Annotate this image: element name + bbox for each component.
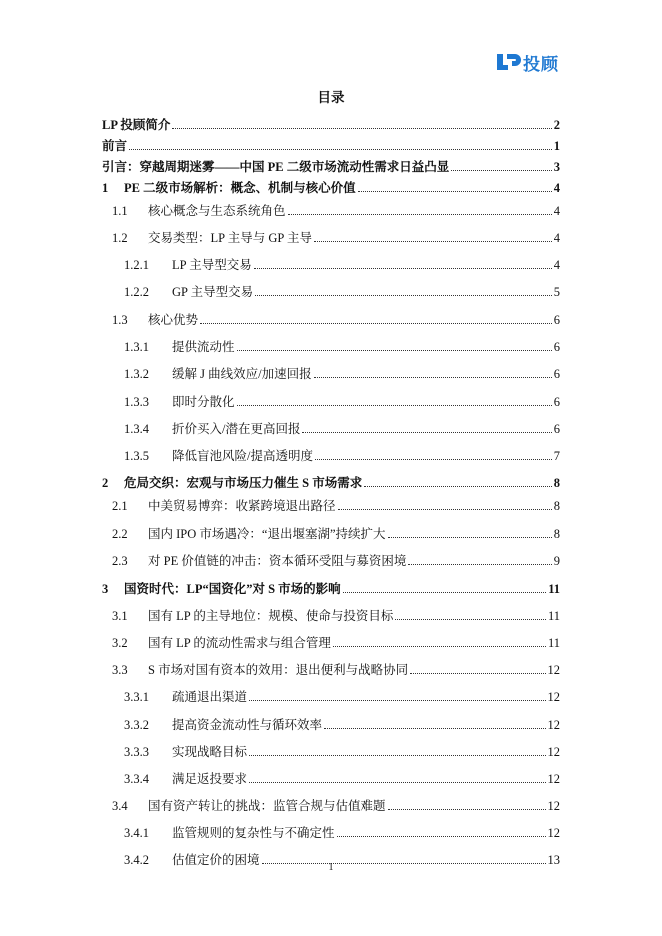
toc-entry-page: 1 bbox=[553, 139, 560, 153]
toc-entry-page: 6 bbox=[553, 313, 560, 327]
toc-entry[interactable] bbox=[102, 361, 560, 381]
toc-leader-dots bbox=[388, 536, 552, 538]
toc-leader-dots bbox=[172, 127, 551, 129]
toc-entry-number: 3.3.4 bbox=[124, 772, 149, 786]
toc-entry-label: 国有资产转让的挑战：监管合规与估值难题 bbox=[148, 799, 386, 813]
toc-entry-page: 8 bbox=[553, 476, 560, 490]
toc-entry[interactable] bbox=[102, 112, 560, 132]
toc-entry-page: 6 bbox=[553, 422, 560, 436]
toc-entry[interactable] bbox=[102, 548, 560, 568]
toc-entry[interactable] bbox=[102, 793, 560, 813]
toc-entry-number: 1.1 bbox=[112, 204, 128, 218]
toc-leader-dots bbox=[129, 148, 552, 150]
toc-entry-number: 1.3.1 bbox=[124, 340, 149, 354]
toc-entry-label: LP 主导型交易 bbox=[172, 258, 252, 272]
toc-leader-dots bbox=[315, 458, 552, 460]
toc-entry-label: 国有 LP 的流动性需求与组合管理 bbox=[148, 636, 331, 650]
toc-leader-dots bbox=[314, 240, 552, 242]
toc-entry-number: 1 bbox=[102, 181, 109, 195]
toc-entry-label: 交易类型：LP 主导与 GP 主导 bbox=[148, 231, 313, 245]
toc-entry[interactable] bbox=[102, 603, 560, 623]
toc-entry-label: 核心概念与生态系统角色 bbox=[148, 204, 286, 218]
toc-entry[interactable] bbox=[102, 279, 560, 299]
toc-entry-page: 11 bbox=[547, 636, 560, 650]
toc-entry-number: 3.4.2 bbox=[124, 853, 149, 867]
toc-entry-label: 提高资金流动性与循环效率 bbox=[172, 718, 323, 732]
toc-entry-number: 2.2 bbox=[112, 527, 128, 541]
toc-entry-number: 3.3.2 bbox=[124, 718, 149, 732]
toc-entry[interactable] bbox=[102, 334, 560, 354]
toc-entry[interactable] bbox=[102, 657, 560, 677]
toc-entry-page: 12 bbox=[547, 772, 560, 786]
toc-entry-label: 前言 bbox=[102, 139, 128, 153]
toc-entry-label: PE 二级市场解析：概念、机制与核心价值 bbox=[124, 181, 356, 195]
toc-leader-dots bbox=[249, 699, 545, 701]
toc-entry-label: 实现战略目标 bbox=[172, 745, 248, 759]
toc-entry[interactable] bbox=[102, 133, 560, 153]
toc-leader-dots bbox=[200, 322, 552, 324]
toc-entry-page: 8 bbox=[553, 499, 560, 513]
toc-entry-page: 11 bbox=[548, 582, 560, 596]
toc-leader-dots bbox=[451, 169, 552, 171]
toc-entry-number: 2.1 bbox=[112, 499, 128, 513]
logo-text: 投顾 bbox=[523, 54, 559, 75]
toc-entry-number: 3 bbox=[102, 582, 109, 596]
toc-leader-dots bbox=[408, 563, 551, 565]
toc-entry-number: 1.3.5 bbox=[124, 449, 149, 463]
toc-leader-dots bbox=[255, 294, 552, 296]
toc-entry-label: LP 投顾简介 bbox=[102, 118, 171, 132]
toc-entry-number: 1.3.4 bbox=[124, 422, 149, 436]
toc-entry[interactable] bbox=[102, 712, 560, 732]
toc-entry-page: 12 bbox=[547, 745, 560, 759]
toc-entry[interactable] bbox=[102, 521, 560, 541]
toc-entry-number: 1.3.3 bbox=[124, 395, 149, 409]
toc-entry-page: 9 bbox=[553, 554, 560, 568]
page-number: 1 bbox=[328, 862, 334, 873]
toc-leader-dots bbox=[324, 727, 545, 729]
toc-entry[interactable] bbox=[102, 198, 560, 218]
toc-leader-dots bbox=[388, 808, 546, 810]
toc-entry[interactable] bbox=[102, 470, 560, 490]
toc-leader-dots bbox=[314, 376, 552, 378]
toc-entry-label: GP 主导型交易 bbox=[172, 285, 254, 299]
toc-leader-dots bbox=[288, 213, 552, 215]
toc-entry-page: 13 bbox=[547, 853, 560, 867]
toc-entry[interactable] bbox=[102, 739, 560, 759]
toc-entry[interactable] bbox=[102, 766, 560, 786]
toc-title: 目录 bbox=[317, 90, 345, 105]
toc-entry[interactable] bbox=[102, 154, 560, 174]
toc-entry-page: 4 bbox=[553, 204, 560, 218]
toc-entry-label: 危局交织：宏观与市场压力催生 S 市场需求 bbox=[124, 476, 363, 490]
toc-leader-dots bbox=[410, 672, 545, 674]
toc-entry[interactable] bbox=[102, 576, 560, 596]
toc-entry-page: 12 bbox=[547, 799, 560, 813]
toc-entry[interactable] bbox=[102, 175, 560, 195]
toc-entry-page: 5 bbox=[553, 285, 560, 299]
toc-entry-label: 即时分散化 bbox=[172, 395, 235, 409]
toc-leader-dots bbox=[254, 267, 552, 269]
toc-entry-page: 11 bbox=[547, 609, 560, 623]
toc-entry-label: 对 PE 价值链的冲击：资本循环受阻与募资困境 bbox=[148, 554, 407, 568]
toc-leader-dots bbox=[249, 781, 545, 783]
toc-entry-label: 国资时代：LP“国资化”对 S 市场的影响 bbox=[124, 582, 341, 596]
toc-entry-label: 提供流动性 bbox=[172, 340, 235, 354]
toc-entry-label: 估值定价的困境 bbox=[172, 853, 260, 867]
toc-entry[interactable] bbox=[102, 416, 560, 436]
toc-leader-dots bbox=[337, 835, 546, 837]
toc-entry-page: 12 bbox=[547, 690, 560, 704]
toc-entry-label: 满足返投要求 bbox=[172, 772, 248, 786]
toc-entry-page: 6 bbox=[553, 340, 560, 354]
toc-entry-label: 降低盲池风险/提高透明度 bbox=[172, 449, 313, 463]
toc-entry-label: 国有 LP 的主导地位：规模、使命与投资目标 bbox=[148, 609, 394, 623]
toc-leader-dots bbox=[338, 508, 552, 510]
toc-entry-number: 3.3.1 bbox=[124, 690, 149, 704]
toc-entry-number: 2 bbox=[102, 476, 109, 490]
toc-leader-dots bbox=[358, 190, 552, 192]
toc-entry[interactable] bbox=[102, 252, 560, 272]
toc-entry-page: 6 bbox=[553, 395, 560, 409]
toc-entry-number: 1.2 bbox=[112, 231, 128, 245]
toc-entry-number: 3.3 bbox=[112, 663, 128, 677]
toc-entry-page: 4 bbox=[553, 231, 560, 245]
toc-entry-number: 1.3.2 bbox=[124, 367, 149, 381]
toc-entry-label: 国内 IPO 市场遇冷：“退出堰塞湖”持续扩大 bbox=[148, 527, 386, 541]
toc-entry[interactable] bbox=[102, 493, 560, 513]
lp-logo-icon bbox=[495, 51, 521, 73]
toc-entry-number: 3.2 bbox=[112, 636, 128, 650]
toc-entry-page: 6 bbox=[553, 367, 560, 381]
toc-leader-dots bbox=[249, 754, 545, 756]
toc-entry-number: 1.2.2 bbox=[124, 285, 149, 299]
toc-entry-page: 4 bbox=[553, 181, 560, 195]
toc-entry-label: 核心优势 bbox=[148, 313, 199, 327]
toc-entry-label: 中美贸易博弈：收紧跨境退出路径 bbox=[148, 499, 336, 513]
toc-leader-dots bbox=[237, 349, 552, 351]
toc-entry-number: 1.2.1 bbox=[124, 258, 149, 272]
toc-leader-dots bbox=[302, 431, 551, 433]
toc-leader-dots bbox=[237, 404, 552, 406]
toc-entry-number: 1.3 bbox=[112, 313, 128, 327]
toc-entry-label: 疏通退出渠道 bbox=[172, 690, 248, 704]
toc-entry[interactable] bbox=[102, 684, 560, 704]
toc-entry-number: 3.1 bbox=[112, 609, 128, 623]
toc-entry-page: 12 bbox=[547, 718, 560, 732]
brand-logo bbox=[495, 50, 559, 74]
toc-entry-number: 3.4 bbox=[112, 799, 128, 813]
toc-entry-page: 8 bbox=[553, 527, 560, 541]
toc-entry-page: 7 bbox=[553, 449, 560, 463]
toc-entry[interactable] bbox=[102, 389, 560, 409]
toc-entry-page: 3 bbox=[553, 160, 560, 174]
toc-leader-dots bbox=[395, 618, 546, 620]
toc-leader-dots bbox=[333, 645, 546, 647]
toc-entry-label: 缓解 J 曲线效应/加速回报 bbox=[172, 367, 312, 381]
toc-entry-page: 12 bbox=[547, 663, 560, 677]
toc-entry[interactable] bbox=[102, 820, 560, 840]
toc-entry-number: 3.3.3 bbox=[124, 745, 149, 759]
toc-entry-label: 监管规则的复杂性与不确定性 bbox=[172, 826, 335, 840]
toc-entry-label: 引言：穿越周期迷雾——中国 PE 二级市场流动性需求日益凸显 bbox=[102, 160, 450, 174]
toc-entry[interactable] bbox=[102, 225, 560, 245]
toc-entry-number: 3.4.1 bbox=[124, 826, 149, 840]
toc-entry-page: 4 bbox=[553, 258, 560, 272]
toc-entry-label: S 市场对国有资本的效用：退出便利与战略协同 bbox=[148, 663, 409, 677]
toc-entry-page: 12 bbox=[547, 826, 560, 840]
toc-entry[interactable] bbox=[102, 630, 560, 650]
toc-entry[interactable] bbox=[102, 443, 560, 463]
toc-entry[interactable] bbox=[102, 307, 560, 327]
toc-entry-label: 折价买入/潜在更高回报 bbox=[172, 422, 301, 436]
toc-leader-dots bbox=[364, 485, 552, 487]
toc-leader-dots bbox=[343, 591, 547, 593]
toc-entry-number: 2.3 bbox=[112, 554, 128, 568]
toc-entry-page: 2 bbox=[553, 118, 560, 132]
